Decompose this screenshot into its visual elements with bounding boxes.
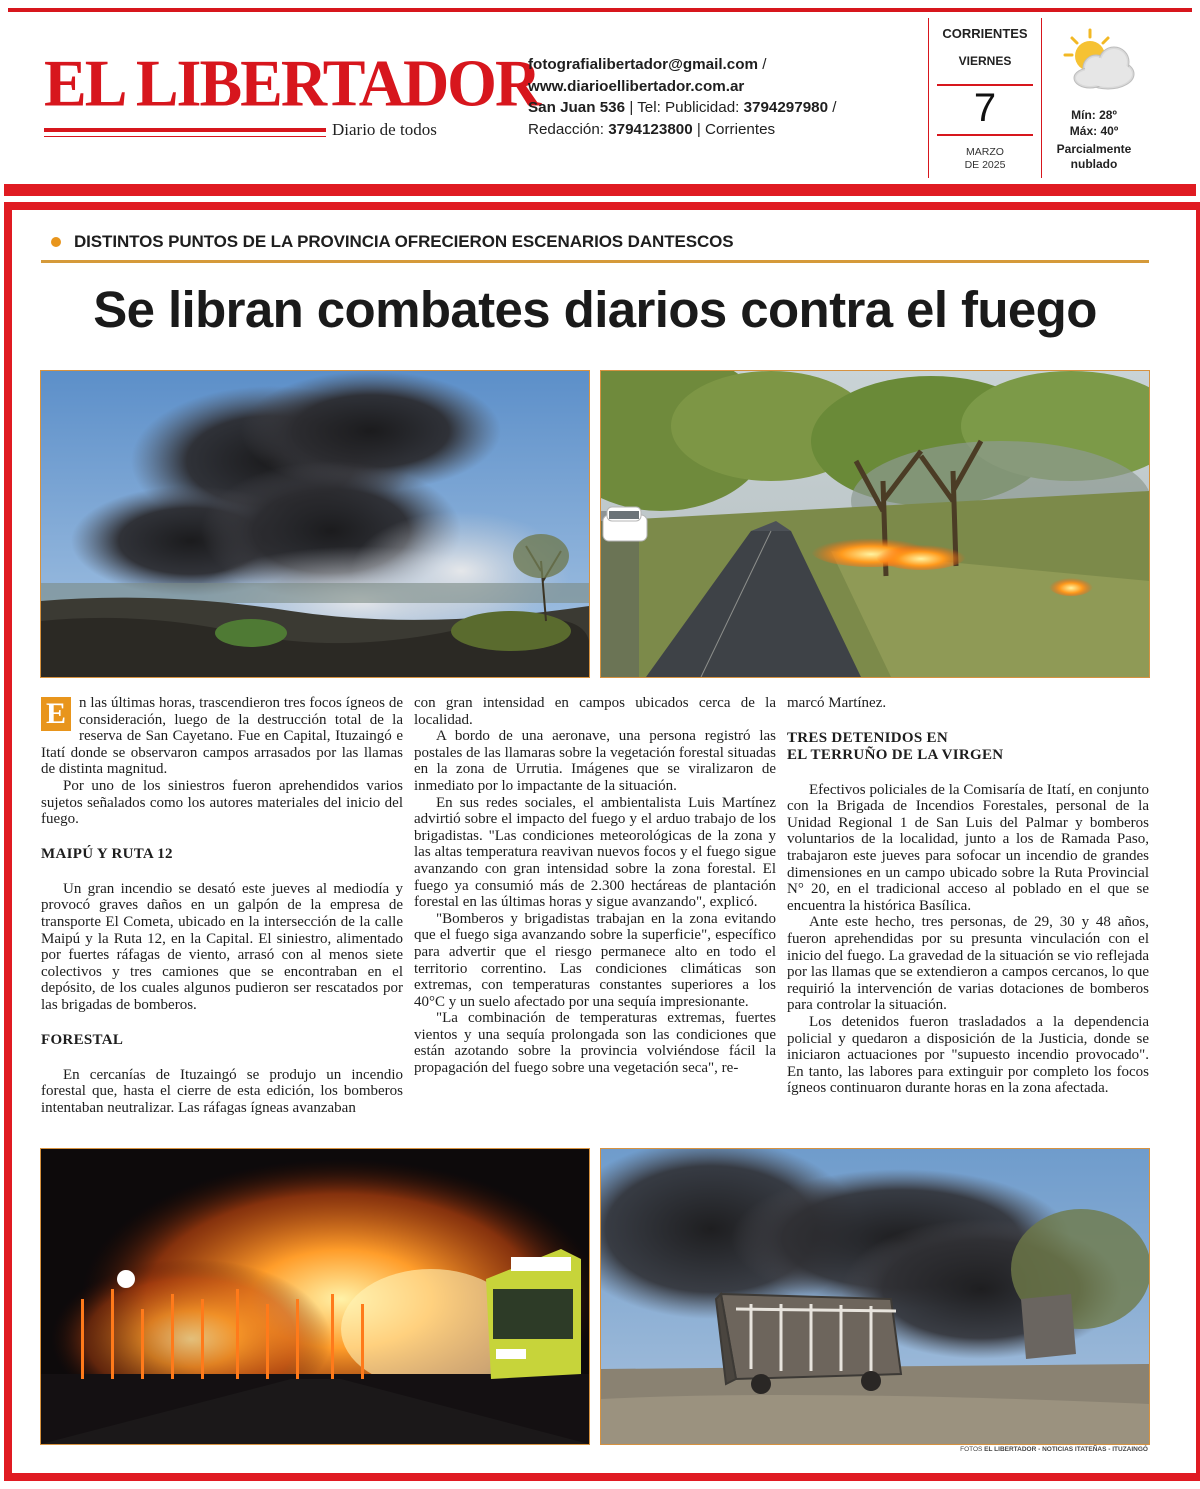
article-column-1	[41, 695, 403, 1116]
top-red-rule	[8, 8, 1192, 12]
date-city: CORRIENTES	[942, 26, 1028, 41]
paragraph: Un gran incendio se desató este jueves al mediodía y provocó graves daños en un galpón de la empresa de transporte El Cometa, ubicado en la intersección de la calle Maipú y la Ruta 12, en la Capital. El siniestro, alimentado por fuertes ráfagas de viento, arrasó con al menos siete colectivos y tres camiones que se encontraban en el depósito, de los cuales algunos pudieron ser rescatados por las brigadas de bomberos.	[41, 880, 403, 1013]
date-month-year	[929, 146, 1041, 172]
contact-newsroom-label: Redacción:	[528, 120, 609, 138]
photo-smoke-field[interactable]	[40, 370, 590, 678]
paragraph: con gran intensidad en campos ubicados cerca de la localidad.	[414, 695, 776, 728]
photo-night-fire-bus[interactable]	[40, 1148, 590, 1445]
kicker-rule	[41, 260, 1149, 263]
article-column-2	[414, 695, 776, 1077]
paragraph: Los detenidos fueron trasladados a la dependencia policial y quedaron a disposición de la Justicia, donde se iniciaron actuaciones por "supuesto incendio provocado". En tanto, las labores para extinguir por completo los focos ígneos continuaron durante horas en la zona afectada.	[787, 1013, 1149, 1097]
paragraph: Ante este hecho, tres personas, de 29, 30 y 48 años, fueron aprehendidas por su presunta vinculación con el inicio del fuego. La gravedad de la situación se vio reflejada por las llamas que se extendieron a campos cercanos, lo que requirió la intervención de varias dotaciones de bomberos para controlar la situación.	[787, 914, 1149, 1014]
date-weekday: VIERNES	[958, 54, 1012, 68]
logo-underline-thin	[44, 136, 326, 137]
date-year: DE 2025	[964, 159, 1006, 171]
subheading	[787, 730, 1149, 764]
article-headline: Se libran combates diarios contra el fuego	[93, 281, 1097, 338]
contact-newsroom-phone: 3794123800	[608, 120, 693, 138]
weather-condition-line: nublado	[1070, 157, 1118, 171]
article-column-3	[787, 695, 1149, 1097]
logo-underline	[44, 128, 326, 132]
contact-separator: /	[828, 99, 837, 116]
date-box	[928, 18, 1042, 178]
paragraph: A bordo de una aeronave, una persona registró las postales de las llamaras sobre la vegetación forestal situadas en la zona de Urrutia. Imágenes que se viralizaron de inmediato por lo impactante de la situación.	[414, 728, 776, 794]
subheading-line: EL TERRUÑO DE LA VIRGEN	[787, 746, 1004, 763]
contact-separator: /	[758, 56, 767, 73]
paragraph: "La combinación de temperaturas extremas, fuertes vientos y una sequía prolongada son las condiciones que están azotando sobre la provincia volviéndose fácil la propagación del fuego sobre una vegetación seca", re-	[414, 1010, 776, 1077]
kicker-bullet-icon	[51, 237, 61, 247]
date-month: MARZO	[966, 146, 1004, 158]
paragraph: Efectivos policiales de la Comisaría de Itatí, en conjunto con la Brigada de Incendios Forestales, personal de la Unidad Regional 1 de San Luis del Palmar y bomberos voluntarios de la localidad, junto a los de Ramada Paso, trabajaron este jueves para sofocar un incendio de grandes dimensiones en un campo ubicado sobre la Ruta Provincial N° 20, en el tradicional acceso al poblado en el que se encuentra la histórica Basílica.	[787, 781, 1149, 914]
weather-box	[1046, 28, 1142, 178]
contact-address: San Juan 536	[528, 99, 626, 116]
drop-cap: E	[41, 697, 71, 731]
contact-block	[528, 54, 908, 140]
partly-cloudy-icon	[1056, 28, 1140, 94]
logo-name: EL LIBERTADOR	[44, 45, 540, 121]
subheading: MAIPÚ Y RUTA 12	[41, 845, 173, 862]
paragraph: En cercanías de Ituzaingó se produjo un incendio forestal que, hasta el cierre de esta edición, los bomberos intentaban neutralizar. Las ráfagas ígneas avanzaban	[41, 1066, 403, 1116]
photo-roadside-fire[interactable]	[600, 370, 1150, 678]
contact-ad-label: | Tel: Publicidad:	[625, 99, 744, 116]
weather-max: Máx: 40º	[1069, 124, 1119, 138]
contact-website[interactable]: www.diarioellibertador.com.ar	[528, 77, 745, 95]
paragraph: n las últimas horas, trascendieron tres focos ígneos de consideración, luego de la destrucción total de la reserva de San Cayetano. Fue en Capital, Ituzaingó e Itatí donde se observaron campos arrasados por las llamas de distinta magnitud.	[41, 695, 403, 778]
article-kicker: DISTINTOS PUNTOS DE LA PROVINCIA OFRECIERON ESCENARIOS DANTESCOS	[74, 232, 734, 251]
weather-min: Mín: 28º	[1071, 108, 1117, 122]
photo-burned-bus[interactable]	[600, 1148, 1150, 1445]
paragraph: Por uno de los siniestros fueron aprehendidos varios sujetos señalados como los autores materiales del inicio del fuego.	[41, 777, 403, 828]
photo-credit	[600, 1446, 1148, 1453]
subheading: FORESTAL	[41, 1031, 124, 1048]
subheading-line: TRES DETENIDOS EN	[787, 729, 948, 746]
paragraph: "Bomberos y brigadistas trabajan en la zona evitando que el fuego siga avanzando sobre la superficie", específico para advertir que el riesgo permanece alto en todo el territorio correntino. Las condiciones climáticas son extremas, con temperaturas constantes superiores a los 40°C y un suelo afectado por una sequía impresionante.	[414, 910, 776, 1010]
paragraph: marcó Martínez.	[787, 695, 887, 711]
weather-condition	[1046, 142, 1142, 172]
masthead-red-band	[4, 184, 1196, 196]
weather-condition-line: Parcialmente	[1056, 142, 1132, 156]
contact-email[interactable]: fotografialibertador@gmail.com	[528, 56, 758, 73]
date-divider	[937, 134, 1033, 136]
photo-credit-source: EL LIBERTADOR - NOTICIAS ITATEÑAS - ITUZAINGÓ	[984, 1446, 1148, 1453]
logo-tagline: Diario de todos	[332, 120, 437, 139]
date-day-number: 7	[973, 86, 997, 130]
photo-credit-prefix: FOTOS	[960, 1446, 985, 1453]
newspaper-logo[interactable]	[44, 45, 540, 140]
paragraph: En sus redes sociales, el ambientalista Luis Martínez advirtió sobre el impacto del fuego y el arduo trabajo de los brigadistas. "Las condiciones meteorológicas de la zona y las altas temperatura reavivan nuevos focos y el fuego sigue avanzando con gran intensidad sobre la zona forestal. El fuego ya consumió más de 2.300 hectáreas de plantación forestal en las últimas horas y sigue avanzando", explicó.	[414, 794, 776, 911]
contact-ad-phone: 3794297980	[743, 99, 829, 116]
contact-city: | Corrientes	[692, 120, 776, 138]
